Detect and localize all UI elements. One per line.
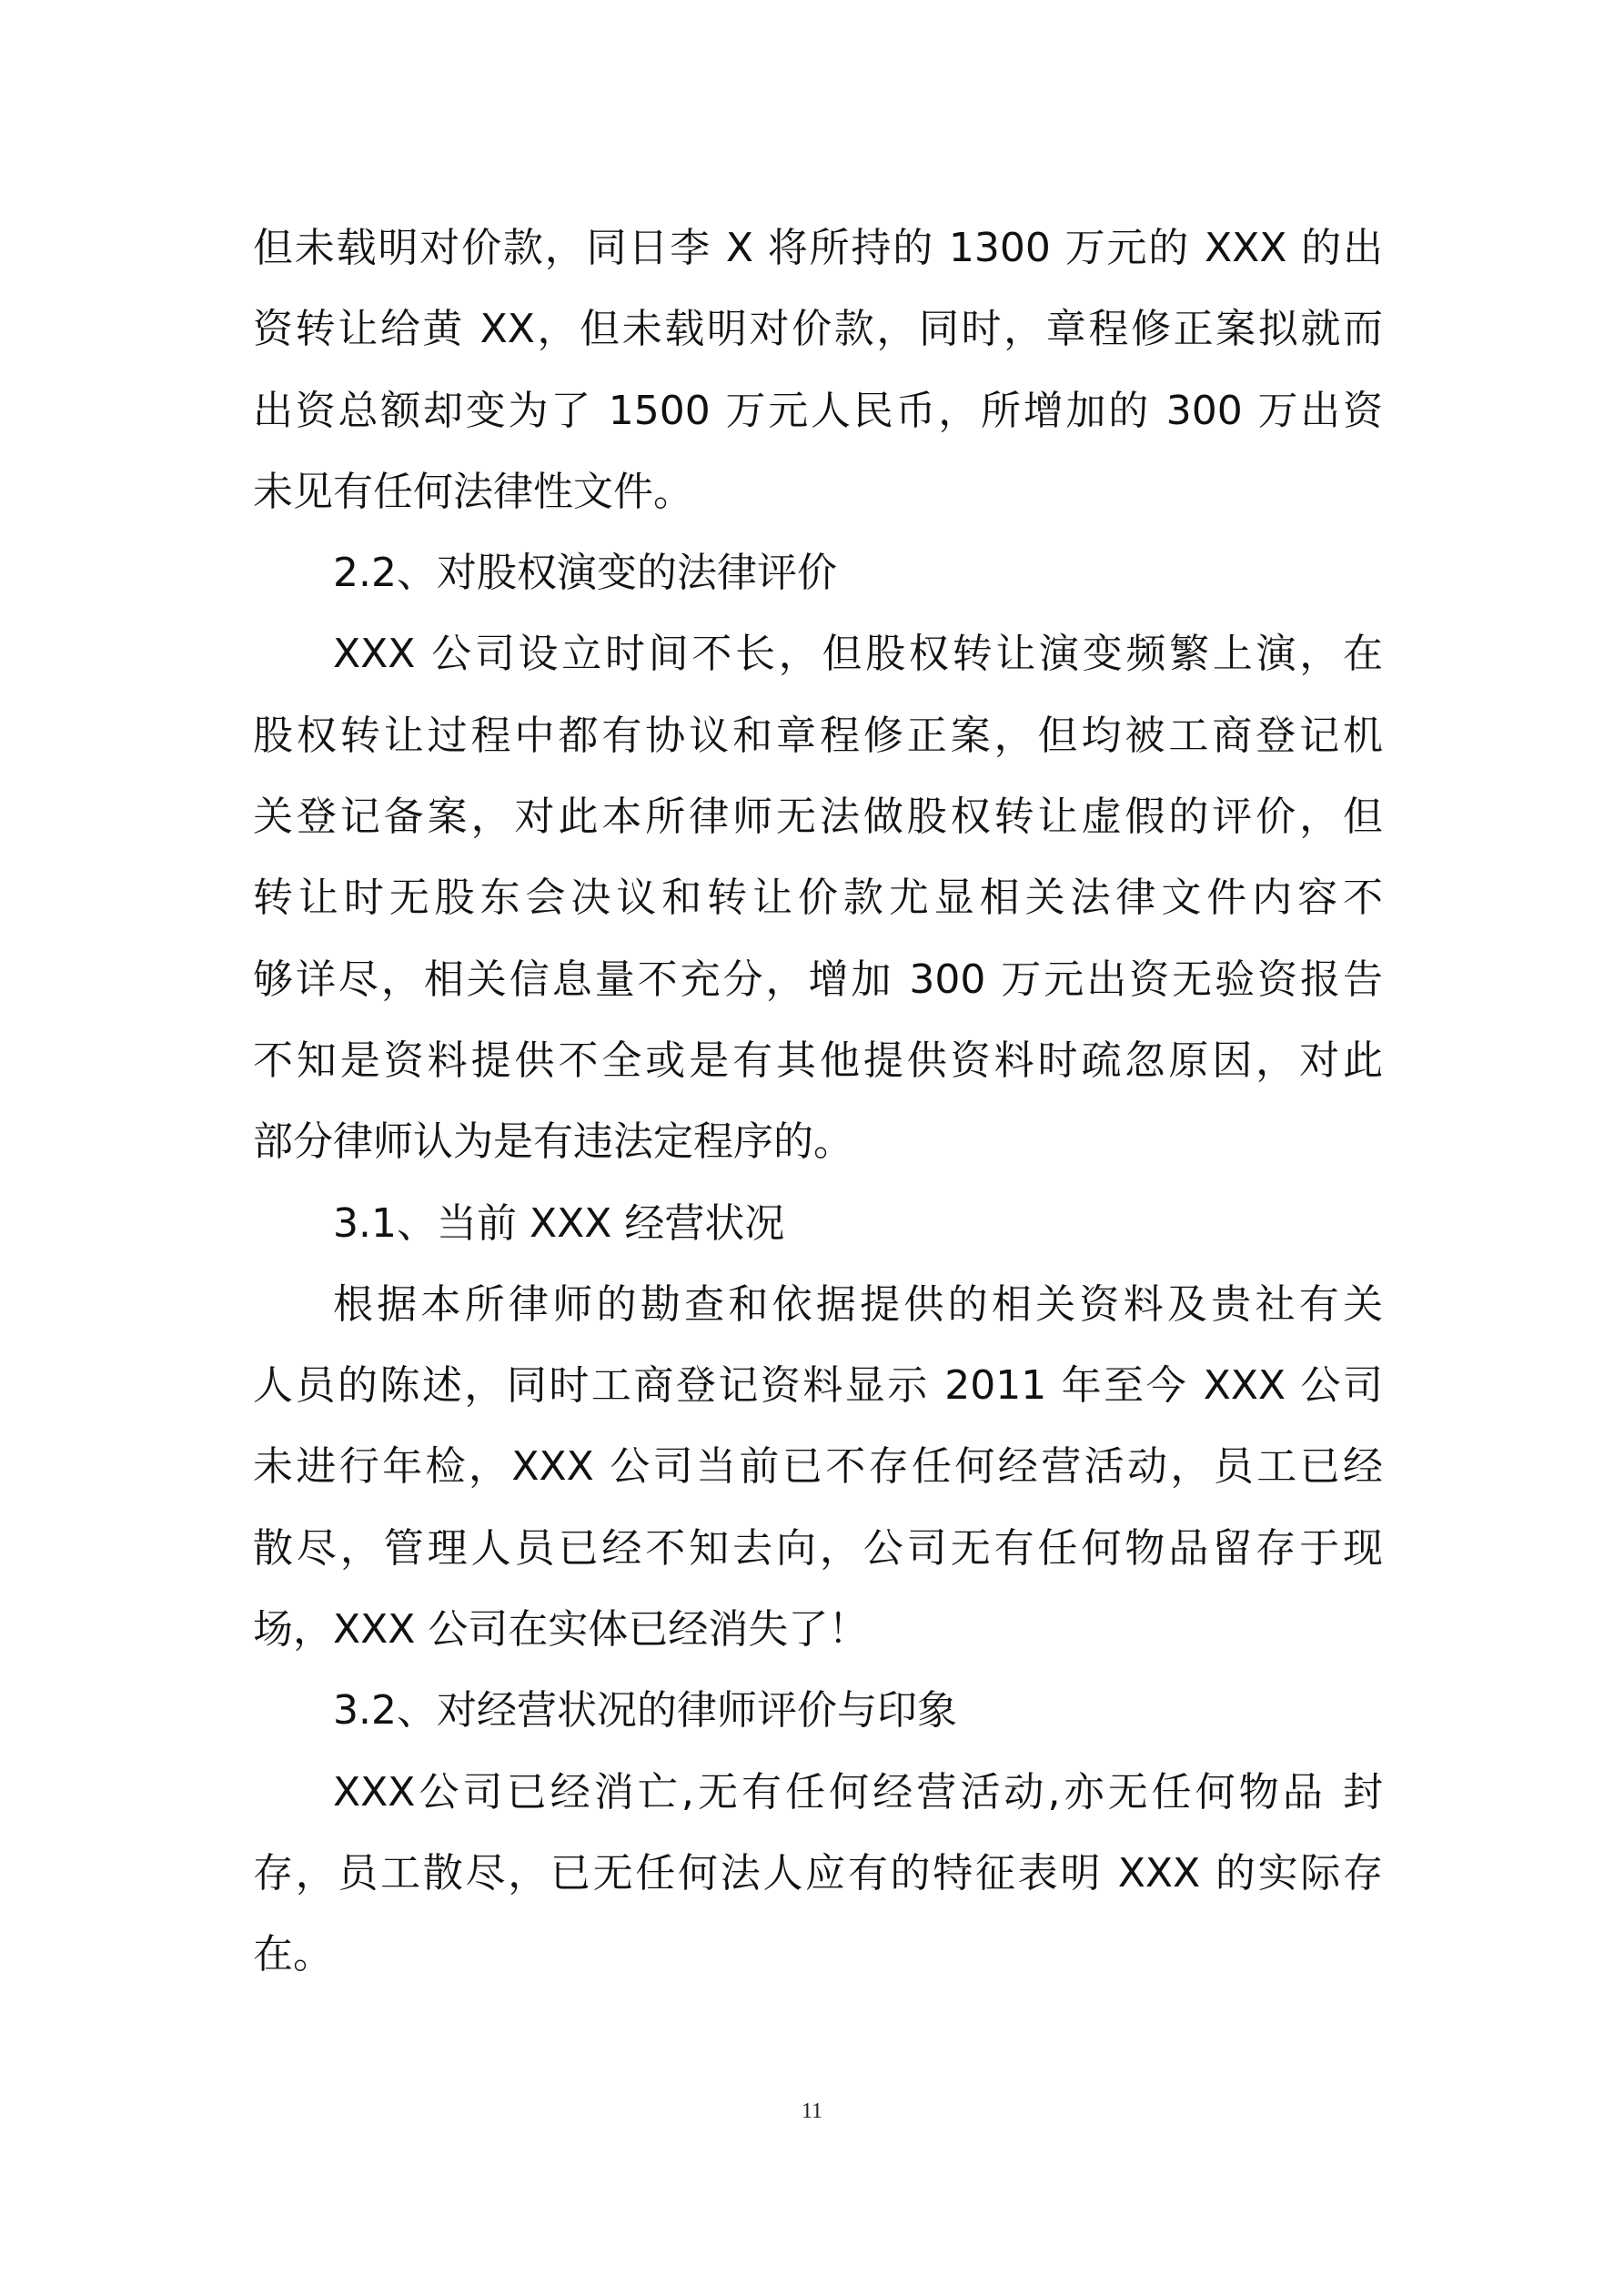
text-line: 但未载明对价款，同日李 X 将所持的 1300 万元的 XXX 的出 [253, 225, 1383, 271]
text-line: 存，员工散尽，已无任何法人应有的特征表明 XXX 的实际存 [253, 1849, 1383, 1896]
text-line: 资转让给黄 XX，但未载明对价款，同时，章程修正案拟就而 [253, 306, 1383, 353]
text-line: 根据本所律师的勘查和依据提供的相关资料及贵社有关 [333, 1280, 1383, 1328]
text-line: 股权转让过程中都有协议和章程修正案，但均被工商登记机 [253, 712, 1383, 759]
text-line: XXX公司已经消亡,无有任何经营活动,亦无任何物品 封 [333, 1768, 1383, 1816]
text-line: 未见有任何法律性文件。 [253, 468, 693, 515]
document-body [253, 207, 1383, 1996]
text-line: 人员的陈述，同时工商登记资料显示 2011 年至今 XXX 公司 [253, 1362, 1383, 1410]
text-line: 不知是资料提供不全或是有其他提供资料时疏忽原因，对此 [253, 1037, 1383, 1084]
text-line: 散尽，管理人员已经不知去向，公司无有任何物品留存于现 [253, 1524, 1383, 1572]
text-line: 未进行年检，XXX 公司当前已不存任何经营活动，员工已经 [253, 1443, 1383, 1491]
text-line: 在。 [253, 1931, 333, 1978]
text-line: 部分律师认为是有违法定程序的。 [253, 1118, 853, 1166]
section-heading-2-2: 2.2、对股权演变的法律评价 [333, 550, 837, 597]
text-line: 场，XXX 公司在实体已经消失了！ [253, 1606, 869, 1654]
section-heading-3-1: 3.1、当前 XXX 经营状况 [333, 1199, 785, 1247]
text-line: 转让时无股东会决议和转让价款尤显相关法律文件内容不 [253, 875, 1383, 922]
text-line: 够详尽，相关信息量不充分，增加 300 万元出资无验资报告 [253, 956, 1383, 1003]
text-line: XXX 公司设立时间不长，但股权转让演变频繁上演，在 [333, 631, 1383, 678]
section-heading-3-2: 3.2、对经营状况的律师评价与印象 [333, 1687, 957, 1735]
text-line: 关登记备案，对此本所律师无法做股权转让虚假的评价，但 [253, 794, 1383, 841]
page-number: 11 [801, 2099, 823, 2123]
text-line: 出资总额却变为了 1500 万元人民币，所增加的 300 万出资 [253, 387, 1383, 434]
